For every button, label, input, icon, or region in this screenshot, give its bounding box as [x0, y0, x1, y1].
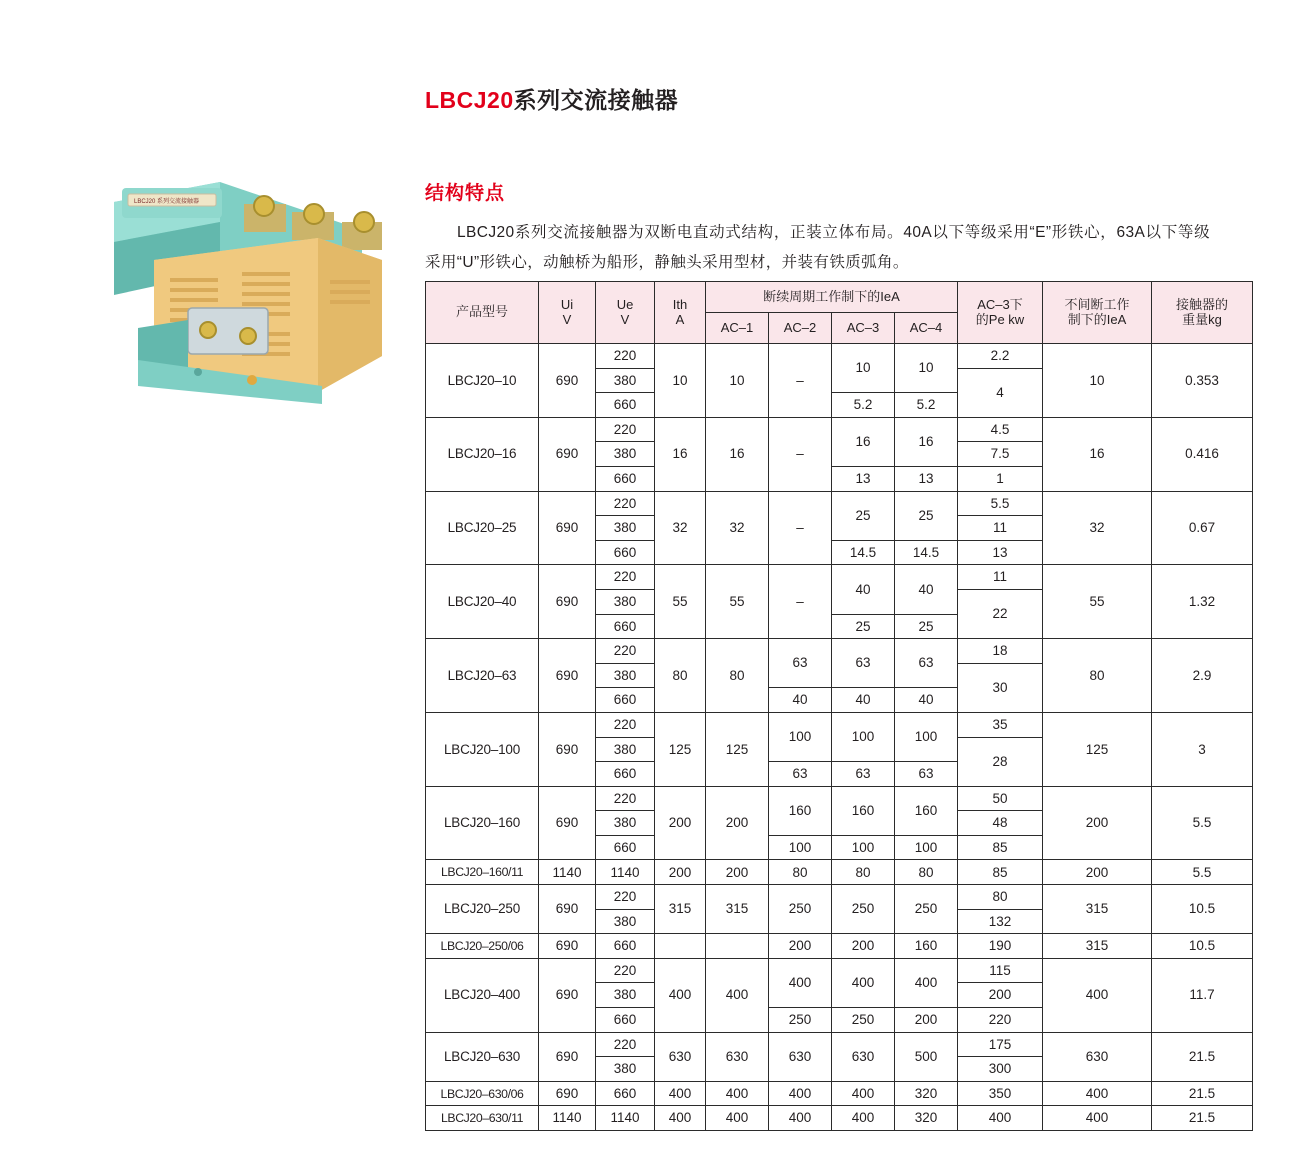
header-ui-line1: Ui [560, 296, 574, 312]
cell-ue: 660 [596, 1008, 655, 1033]
cell-ac3: 63 [832, 762, 895, 787]
cell-ac2: 250 [769, 885, 832, 934]
cell-ue: 660 [596, 688, 655, 713]
cell-ui: 690 [539, 885, 596, 934]
cell-ue: 380 [596, 368, 655, 393]
cell-ac2: 40 [769, 688, 832, 713]
header-continuous-line2: 制下的IeA [1067, 311, 1127, 327]
table-header-row-1 [426, 282, 1253, 313]
cell-continuous: 200 [1043, 786, 1152, 860]
table-row [426, 344, 1253, 369]
table-row [426, 1106, 1253, 1131]
header-weight-line2: 重量kg [1182, 311, 1222, 327]
cell-ac4: 25 [895, 614, 958, 639]
cell-pe: 22 [958, 589, 1043, 638]
cell-pe: 200 [958, 983, 1043, 1008]
cell-ac2: 100 [769, 712, 832, 761]
cell-continuous: 400 [1043, 1106, 1152, 1131]
cell-ue: 380 [596, 983, 655, 1008]
cell-ac3: 200 [832, 934, 895, 959]
section-paragraph [425, 218, 1210, 278]
cell-ui: 690 [539, 639, 596, 713]
page-title-brand: LBCJ20 [425, 87, 514, 113]
cell-ac4: 400 [895, 958, 958, 1007]
cell-ac2: 400 [769, 958, 832, 1007]
table-row [426, 491, 1253, 516]
cell-weight: 0.353 [1152, 344, 1253, 418]
cell-ith: 55 [655, 565, 706, 639]
cell-ac4: 500 [895, 1032, 958, 1081]
cell-ith: 32 [655, 491, 706, 565]
cell-ue: 660 [596, 540, 655, 565]
cell-ac1: 315 [706, 885, 769, 934]
cell-ui: 690 [539, 934, 596, 959]
cell-ue: 660 [596, 614, 655, 639]
cell-ith: 10 [655, 344, 706, 418]
cell-ac3: 400 [832, 1081, 895, 1106]
cell-ac2: 250 [769, 1008, 832, 1033]
table-row [426, 786, 1253, 811]
cell-ith [655, 934, 706, 959]
page-title [425, 82, 678, 115]
cell-ith: 400 [655, 1081, 706, 1106]
cell-ac2: 400 [769, 1081, 832, 1106]
table-row [426, 417, 1253, 442]
header-ac2: AC–2 [769, 313, 832, 344]
cell-ac3: 14.5 [832, 540, 895, 565]
page-title-rest: 系列交流接触器 [513, 87, 679, 113]
cell-ac1: 125 [706, 712, 769, 786]
cell-continuous: 80 [1043, 639, 1152, 713]
table-row [426, 1032, 1253, 1057]
cell-ith: 125 [655, 712, 706, 786]
cell-ith: 80 [655, 639, 706, 713]
cell-pe: 13 [958, 540, 1043, 565]
table-row [426, 860, 1253, 885]
paragraph-text: LBCJ20系列交流接触器为双断电直动式结构，正装立体布局。40A以下等级采用“E”形铁心，63A以下等级采用“U”形铁心，动触桥为船形，静触头采用型材，并装有铁质弧角。 [425, 224, 1210, 271]
cell-ue: 220 [596, 786, 655, 811]
cell-ac1: 400 [706, 1106, 769, 1131]
cell-ac3: 250 [832, 1008, 895, 1033]
cell-model: LBCJ20–250/06 [426, 934, 539, 959]
cell-model: LBCJ20–100 [426, 712, 539, 786]
cell-ui: 690 [539, 1032, 596, 1081]
cell-ac1: 400 [706, 1081, 769, 1106]
cell-ac2: – [769, 417, 832, 491]
cell-model: LBCJ20–250 [426, 885, 539, 934]
cell-ac2: 63 [769, 639, 832, 688]
cell-pe: 300 [958, 1057, 1043, 1082]
cell-pe: 4.5 [958, 417, 1043, 442]
cell-ue: 380 [596, 1057, 655, 1082]
table-row [426, 1081, 1253, 1106]
cell-ue: 1140 [596, 860, 655, 885]
table-header [426, 282, 1253, 344]
section-heading: 结构特点 [425, 183, 506, 204]
table-row [426, 958, 1253, 983]
cell-ui: 690 [539, 1081, 596, 1106]
cell-continuous: 200 [1043, 860, 1152, 885]
cell-weight: 0.416 [1152, 417, 1253, 491]
cell-weight: 3 [1152, 712, 1253, 786]
table-row [426, 565, 1253, 590]
cell-ac2: – [769, 344, 832, 418]
cell-ui: 1140 [539, 1106, 596, 1131]
cell-ac4: 320 [895, 1106, 958, 1131]
cell-pe: 5.5 [958, 491, 1043, 516]
cell-ac3: 630 [832, 1032, 895, 1081]
cell-pe: 1 [958, 466, 1043, 491]
cell-pe: 35 [958, 712, 1043, 737]
cell-ue: 220 [596, 639, 655, 664]
cell-continuous: 315 [1043, 885, 1152, 934]
cell-pe: 85 [958, 835, 1043, 860]
cell-pe: 115 [958, 958, 1043, 983]
cell-pe: 350 [958, 1081, 1043, 1106]
cell-ac2: – [769, 565, 832, 639]
cell-ue: 380 [596, 516, 655, 541]
cell-ac2: 630 [769, 1032, 832, 1081]
cell-continuous: 315 [1043, 934, 1152, 959]
cell-continuous: 630 [1043, 1032, 1152, 1081]
cell-ac1: 400 [706, 958, 769, 1032]
cell-weight: 11.7 [1152, 958, 1253, 1032]
cell-continuous: 10 [1043, 344, 1152, 418]
cell-ui: 690 [539, 565, 596, 639]
cell-ac1: 200 [706, 786, 769, 860]
cell-pe: 85 [958, 860, 1043, 885]
header-pe [958, 282, 1043, 344]
svg-text:LBCJ20 系列交流接触器: LBCJ20 系列交流接触器 [134, 199, 200, 205]
cell-ac4: 40 [895, 565, 958, 614]
cell-ue: 220 [596, 1032, 655, 1057]
cell-ac4: 63 [895, 639, 958, 688]
cell-ac4: 63 [895, 762, 958, 787]
cell-ue: 220 [596, 712, 655, 737]
table-row [426, 885, 1253, 910]
header-ith-line1: Ith [672, 296, 688, 312]
cell-ac4: 160 [895, 934, 958, 959]
cell-model: LBCJ20–160/11 [426, 860, 539, 885]
cell-ac4: 200 [895, 1008, 958, 1033]
cell-pe: 4 [958, 368, 1043, 417]
cell-pe: 400 [958, 1106, 1043, 1131]
cell-ue: 660 [596, 762, 655, 787]
cell-model: LBCJ20–16 [426, 417, 539, 491]
cell-weight: 1.32 [1152, 565, 1253, 639]
header-model: 产品型号 [426, 282, 539, 344]
cell-ue: 220 [596, 565, 655, 590]
cell-weight: 5.5 [1152, 860, 1253, 885]
cell-pe: 28 [958, 737, 1043, 786]
cell-continuous: 32 [1043, 491, 1152, 565]
cell-ac4: 13 [895, 466, 958, 491]
cell-ue: 380 [596, 909, 655, 934]
cell-pe: 50 [958, 786, 1043, 811]
cell-pe: 220 [958, 1008, 1043, 1033]
cell-ac4: 14.5 [895, 540, 958, 565]
cell-pe: 7.5 [958, 442, 1043, 467]
cell-model: LBCJ20–400 [426, 958, 539, 1032]
cell-ac1: 630 [706, 1032, 769, 1081]
cell-ac4: 250 [895, 885, 958, 934]
cell-ith: 400 [655, 958, 706, 1032]
header-ue [596, 282, 655, 344]
cell-ith: 200 [655, 860, 706, 885]
cell-ue: 380 [596, 811, 655, 836]
cell-ac3: 10 [832, 344, 895, 393]
cell-ac2: 63 [769, 762, 832, 787]
cell-ue: 660 [596, 835, 655, 860]
cell-ac3: 100 [832, 835, 895, 860]
cell-ac4: 40 [895, 688, 958, 713]
cell-ac1: 55 [706, 565, 769, 639]
table-row [426, 639, 1253, 664]
cell-weight: 10.5 [1152, 885, 1253, 934]
cell-ith: 400 [655, 1106, 706, 1131]
cell-ac4: 100 [895, 835, 958, 860]
cell-ac1 [706, 934, 769, 959]
cell-ue: 660 [596, 466, 655, 491]
header-ith-line2: A [675, 311, 685, 327]
product-photo [92, 160, 382, 430]
header-ui [539, 282, 596, 344]
cell-pe: 2.2 [958, 344, 1043, 369]
cell-ac4: 16 [895, 417, 958, 466]
cell-ac3: 80 [832, 860, 895, 885]
cell-ac2: 80 [769, 860, 832, 885]
table-body [426, 344, 1253, 1131]
cell-ac3: 100 [832, 712, 895, 761]
cell-ue: 660 [596, 934, 655, 959]
table-row [426, 934, 1253, 959]
cell-ue: 220 [596, 885, 655, 910]
cell-ac1: 16 [706, 417, 769, 491]
cell-ac1: 80 [706, 639, 769, 713]
cell-ue: 380 [596, 663, 655, 688]
cell-pe: 11 [958, 565, 1043, 590]
cell-weight: 21.5 [1152, 1032, 1253, 1081]
cell-ac3: 25 [832, 491, 895, 540]
cell-continuous: 400 [1043, 1081, 1152, 1106]
cell-ac4: 10 [895, 344, 958, 393]
cell-ui: 690 [539, 786, 596, 860]
cell-continuous: 125 [1043, 712, 1152, 786]
cell-ui: 690 [539, 491, 596, 565]
cell-weight: 21.5 [1152, 1081, 1253, 1106]
cell-ui: 690 [539, 344, 596, 418]
cell-weight: 2.9 [1152, 639, 1253, 713]
table-row [426, 712, 1253, 737]
cell-ue: 1140 [596, 1106, 655, 1131]
header-continuous-line1: 不间断工作 [1064, 296, 1130, 312]
cell-ac3: 16 [832, 417, 895, 466]
cell-pe: 190 [958, 934, 1043, 959]
cell-model: LBCJ20–25 [426, 491, 539, 565]
cell-model: LBCJ20–63 [426, 639, 539, 713]
cell-ui: 690 [539, 712, 596, 786]
cell-ac2: 160 [769, 786, 832, 835]
cell-ac3: 63 [832, 639, 895, 688]
cell-pe: 175 [958, 1032, 1043, 1057]
cell-ac3: 160 [832, 786, 895, 835]
header-ith [655, 282, 706, 344]
header-weight [1152, 282, 1253, 344]
header-pe-line2: 的Pe kw [975, 311, 1025, 327]
cell-ui: 1140 [539, 860, 596, 885]
cell-ue: 660 [596, 1081, 655, 1106]
cell-model: LBCJ20–10 [426, 344, 539, 418]
cell-ac4: 100 [895, 712, 958, 761]
cell-ac4: 320 [895, 1081, 958, 1106]
cell-ui: 690 [539, 958, 596, 1032]
cell-ac3: 40 [832, 688, 895, 713]
cell-ac1: 200 [706, 860, 769, 885]
cell-ue: 380 [596, 442, 655, 467]
cell-ac2: – [769, 491, 832, 565]
cell-continuous: 400 [1043, 958, 1152, 1032]
header-ui-line2: V [562, 311, 572, 327]
cell-ac1: 32 [706, 491, 769, 565]
cell-ith: 315 [655, 885, 706, 934]
header-ac1: AC–1 [706, 313, 769, 344]
cell-ue: 220 [596, 491, 655, 516]
cell-ue: 220 [596, 417, 655, 442]
cell-ue: 220 [596, 344, 655, 369]
cell-ue: 380 [596, 589, 655, 614]
cell-model: LBCJ20–630/06 [426, 1081, 539, 1106]
cell-continuous: 16 [1043, 417, 1152, 491]
cell-ac4: 80 [895, 860, 958, 885]
cell-ac2: 100 [769, 835, 832, 860]
cell-ac3: 40 [832, 565, 895, 614]
header-continuous [1043, 282, 1152, 344]
header-pe-line1: AC–3下 [977, 296, 1023, 312]
cell-ith: 16 [655, 417, 706, 491]
cell-ac4: 160 [895, 786, 958, 835]
cell-ue: 220 [596, 958, 655, 983]
cell-model: LBCJ20–630/11 [426, 1106, 539, 1131]
cell-ac3: 250 [832, 885, 895, 934]
cell-ac1: 10 [706, 344, 769, 418]
cell-ac2: 400 [769, 1106, 832, 1131]
header-ac3: AC–3 [832, 313, 895, 344]
header-ue-line2: V [620, 311, 630, 327]
header-ue-line1: Ue [616, 296, 634, 312]
cell-weight: 0.67 [1152, 491, 1253, 565]
cell-ui: 690 [539, 417, 596, 491]
cell-model: LBCJ20–160 [426, 786, 539, 860]
cell-ac4: 5.2 [895, 393, 958, 418]
specification-table [425, 281, 1253, 1131]
cell-weight: 5.5 [1152, 786, 1253, 860]
cell-pe: 48 [958, 811, 1043, 836]
cell-model: LBCJ20–40 [426, 565, 539, 639]
cell-model: LBCJ20–630 [426, 1032, 539, 1081]
cell-ac3: 400 [832, 958, 895, 1007]
cell-ac3: 13 [832, 466, 895, 491]
cell-pe: 132 [958, 909, 1043, 934]
cell-ith: 200 [655, 786, 706, 860]
header-weight-line1: 接触器的 [1175, 296, 1228, 312]
cell-pe: 18 [958, 639, 1043, 664]
header-group-iea: 断续周期工作制下的IeA [706, 282, 958, 313]
cell-continuous: 55 [1043, 565, 1152, 639]
cell-ac4: 25 [895, 491, 958, 540]
cell-ith: 630 [655, 1032, 706, 1081]
cell-pe: 30 [958, 663, 1043, 712]
cell-ac3: 25 [832, 614, 895, 639]
cell-ac2: 200 [769, 934, 832, 959]
cell-ac3: 5.2 [832, 393, 895, 418]
cell-ac3: 400 [832, 1106, 895, 1131]
cell-ue: 660 [596, 393, 655, 418]
header-ac4: AC–4 [895, 313, 958, 344]
cell-pe: 80 [958, 885, 1043, 910]
cell-ue: 380 [596, 737, 655, 762]
contactor-illustration [92, 160, 382, 430]
cell-pe: 11 [958, 516, 1043, 541]
cell-weight: 21.5 [1152, 1106, 1253, 1131]
cell-weight: 10.5 [1152, 934, 1253, 959]
